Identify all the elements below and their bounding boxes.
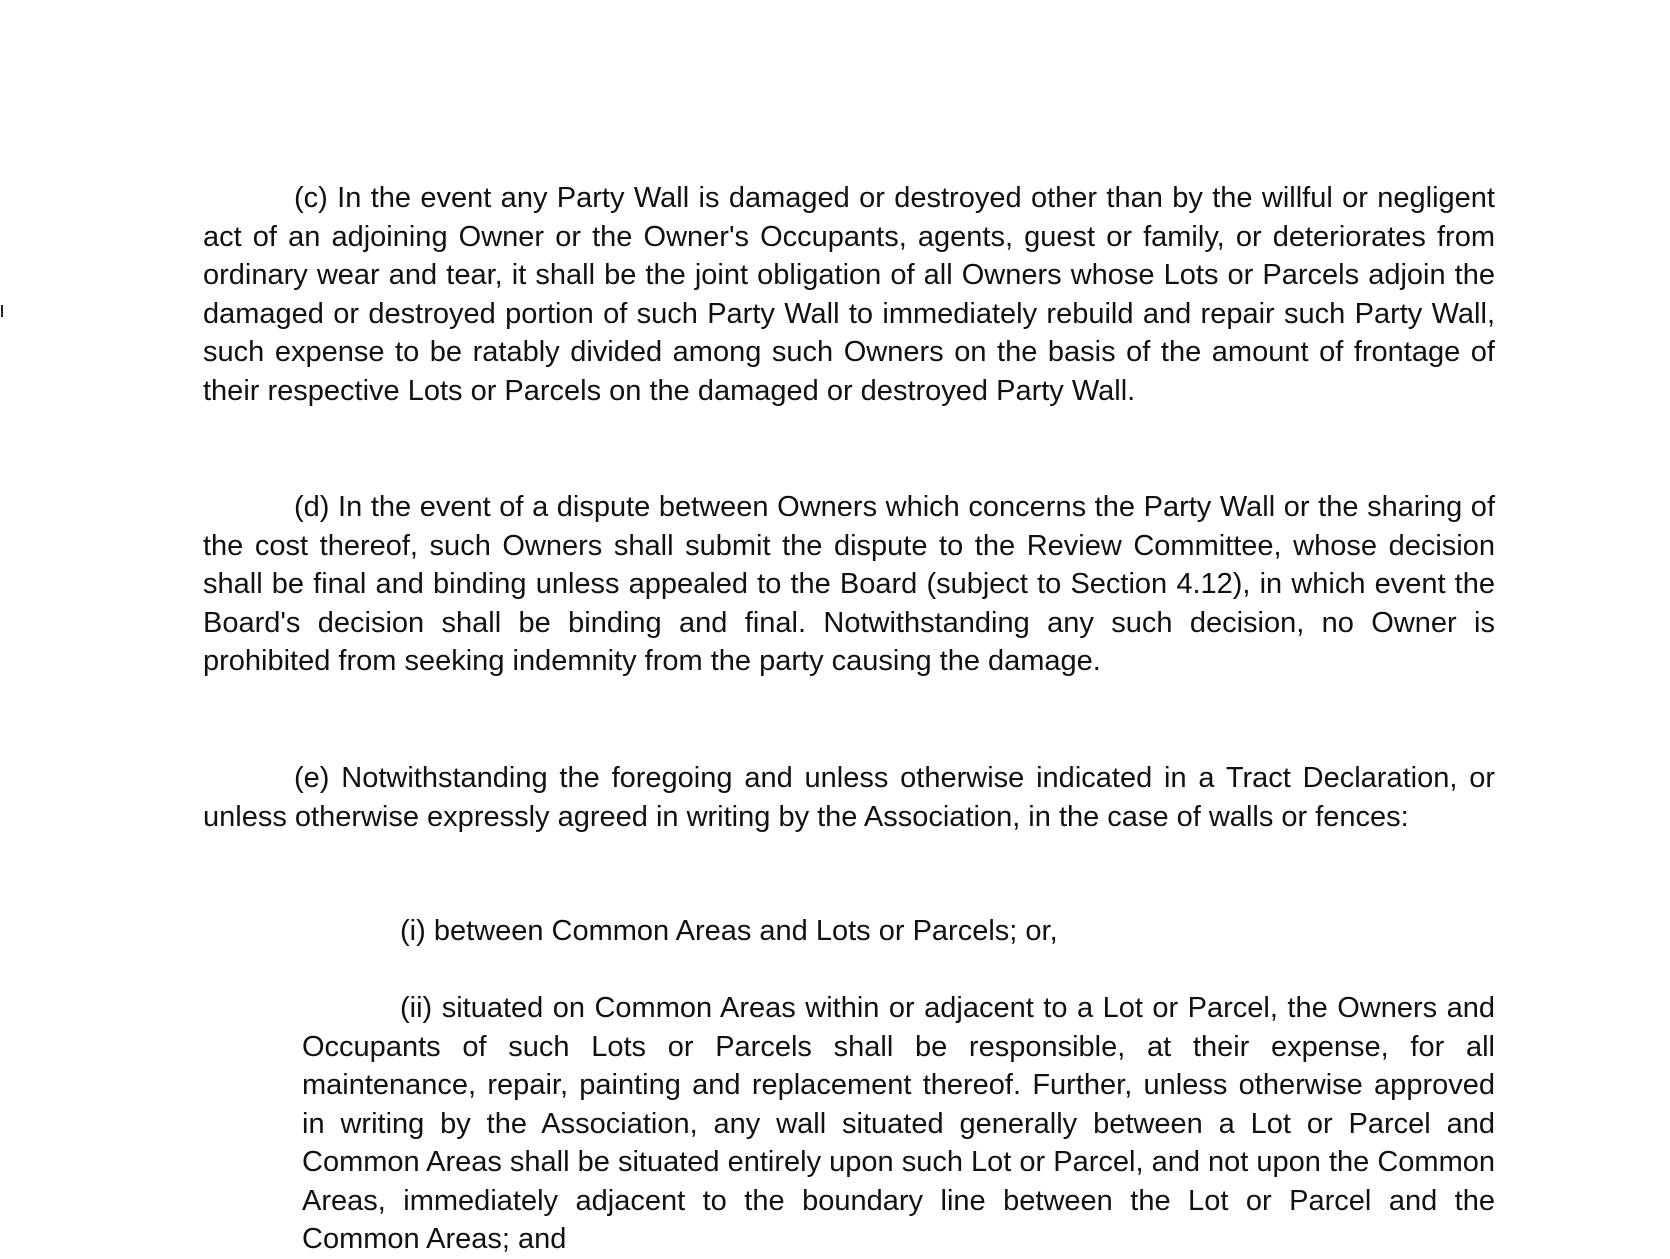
paragraph-e: (e) Notwithstanding the foregoing and unless otherwise indicated in a Tract Declaration, or unless otherwise expressly agreed in writing by the Association, in the case of walls or fences:	[203, 762, 1495, 833]
paragraph-e-i: (i) between Common Areas and Lots or Parcels; or,	[400, 915, 1058, 947]
paragraph-e-ii: (ii) situated on Common Areas within or adjacent to a Lot or Parcel, the Owners and Occupants of such Lots or Parcels shall be responsible, at their expense, for all maintenance, repair, painting and replacement thereof. Further, unless otherwise approved in writing by the Association, any wall situated generally between a Lot or Parcel and Common Areas shall be situated entirely upon such Lot or Parcel, and not upon the Common Areas, immediately adjacent to the boundary line between the Lot or Parcel and the Common Areas; and	[302, 992, 1495, 1255]
paragraph-d: (d) In the event of a dispute between Owners which concerns the Party Wall or the sharing of the cost thereof, such Owners shall submit the dispute to the Review Committee, whose decision shall be final and binding unless appealed to the Board (subject to Section 4.12), in which event the Board's decision shall be binding and final. Notwithstanding any such decision, no Owner is prohibited from seeking indemnity from the party causing the damage.	[203, 491, 1495, 677]
paragraph-c: (c) In the event any Party Wall is damaged or destroyed other than by the willful or negligent act of an adjoining Owner or the Owner's Occupants, agents, guest or family, or deteriorates from ordinary wear and tear, it shall be the joint obligation of all Owners whose Lots or Parcels adjoin the damaged or destroyed portion of such Party Wall to immediately rebuild and repair such Party Wall, such expense to be ratably divided among such Owners on the basis of the amount of frontage of their respective Lots or Parcels on the damaged or destroyed Party Wall.	[203, 182, 1495, 407]
margin-mark	[1, 305, 3, 317]
